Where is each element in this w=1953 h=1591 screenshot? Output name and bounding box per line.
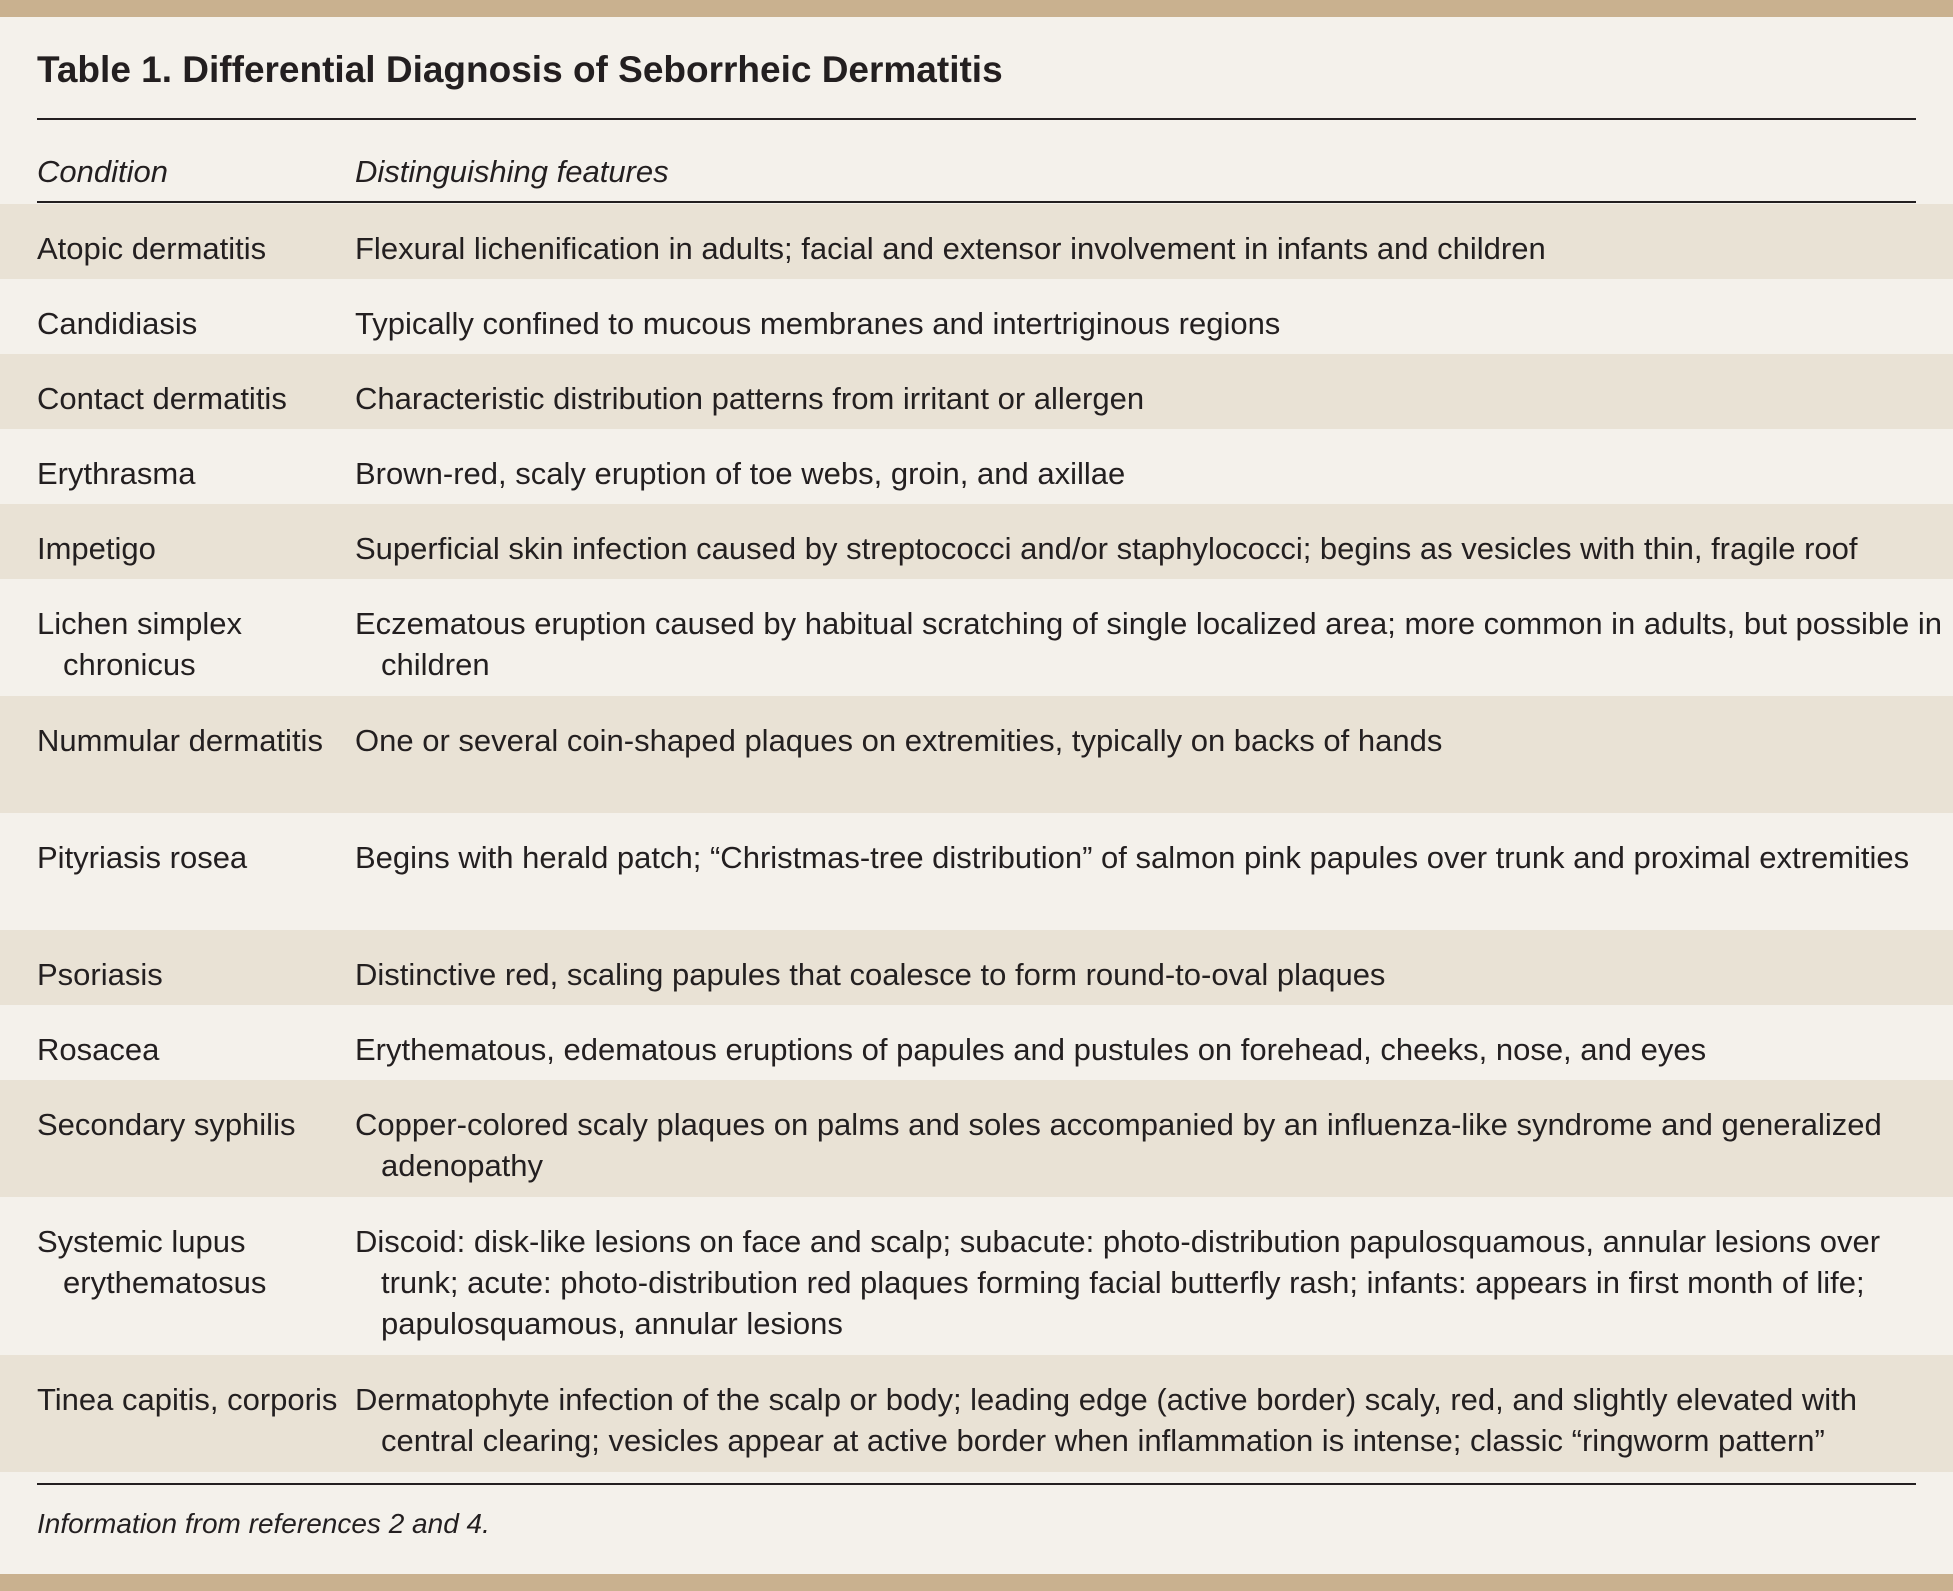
table-row [0,204,1953,279]
bottom-rule [37,1483,1916,1485]
header-rule [37,201,1916,203]
column-header-features: Distinguishing features [355,154,669,189]
condition-cell: Rosacea [37,1032,160,1067]
features-cell: Copper-colored scaly plaques on palms and soles accompanied by an influenza-like syndrome and generalized adenopathy [355,1107,1882,1183]
column-header-condition: Condition [37,154,168,189]
features-cell: Begins with herald patch; “Christmas-tree distribution” of salmon pink papules over trunk and proximal extremities [355,840,1910,875]
bottom-decorative-band [0,1574,1953,1591]
features-cell: Discoid: disk-like lesions on face and scalp; subacute: photo-distribution papulosquamous, annular lesions over trunk; acute: photo-distribution red plaques forming facial butterfly rash; infants: appears in first month of life; papulosquamous, annular lesions [355,1224,1881,1341]
source-footnote: Information from references 2 and 4. [37,1508,490,1539]
features-cell: Brown-red, scaly eruption of toe webs, groin, and axillae [355,456,1126,491]
features-cell: Erythematous, edematous eruptions of papules and pustules on forehead, cheeks, nose, and eyes [355,1032,1707,1067]
table-row [0,579,1953,696]
table-title: Table 1. Differential Diagnosis of Seborrheic Dermatitis [37,49,1003,90]
table-row [0,813,1953,930]
features-cell: One or several coin-shaped plaques on extremities, typically on backs of hands [355,723,1443,758]
table-body [0,204,1953,1472]
condition-cell: Atopic dermatitis [37,231,267,266]
condition-cell: Pityriasis rosea [37,840,248,875]
top-decorative-band [0,0,1953,17]
condition-cell: Lichen simplex chronicus [37,606,243,682]
table-row [0,930,1953,1005]
title-rule [37,118,1916,120]
table-row [0,1197,1953,1355]
condition-cell: Erythrasma [37,456,196,491]
table-row [0,1005,1953,1080]
condition-cell: Contact dermatitis [37,381,287,416]
condition-cell: Tinea capitis, corporis [37,1382,338,1417]
table-row [0,354,1953,429]
condition-cell: Secondary syphilis [37,1107,296,1142]
condition-cell: Psoriasis [37,957,163,992]
features-cell: Distinctive red, scaling papules that coalesce to form round-to-oval plaques [355,957,1386,992]
features-cell: Characteristic distribution patterns from irritant or allergen [355,381,1145,416]
condition-cell: Impetigo [37,531,156,566]
table-row [0,429,1953,504]
features-cell: Dermatophyte infection of the scalp or body; leading edge (active border) scaly, red, and slightly elevated with central clearing; vesicles appear at active border when inflammation is intense; classic “ringworm pattern” [355,1382,1858,1458]
features-cell: Eczematous eruption caused by habitual scratching of single localized area; more common in adults, but possible in children [355,606,1943,682]
table-row [0,1355,1953,1472]
features-cell: Typically confined to mucous membranes and intertriginous regions [355,306,1281,341]
condition-cell: Nummular dermatitis [37,723,323,758]
condition-cell: Systemic lupus erythematosus [37,1224,267,1300]
features-cell: Flexural lichenification in adults; facial and extensor involvement in infants and children [355,231,1546,266]
features-cell: Superficial skin infection caused by streptococci and/or staphylococci; begins as vesicles with thin, fragile roof [355,531,1858,566]
table-row [0,504,1953,579]
table-row [0,696,1953,813]
condition-cell: Candidiasis [37,306,198,341]
table-row [0,279,1953,354]
table-row [0,1080,1953,1197]
